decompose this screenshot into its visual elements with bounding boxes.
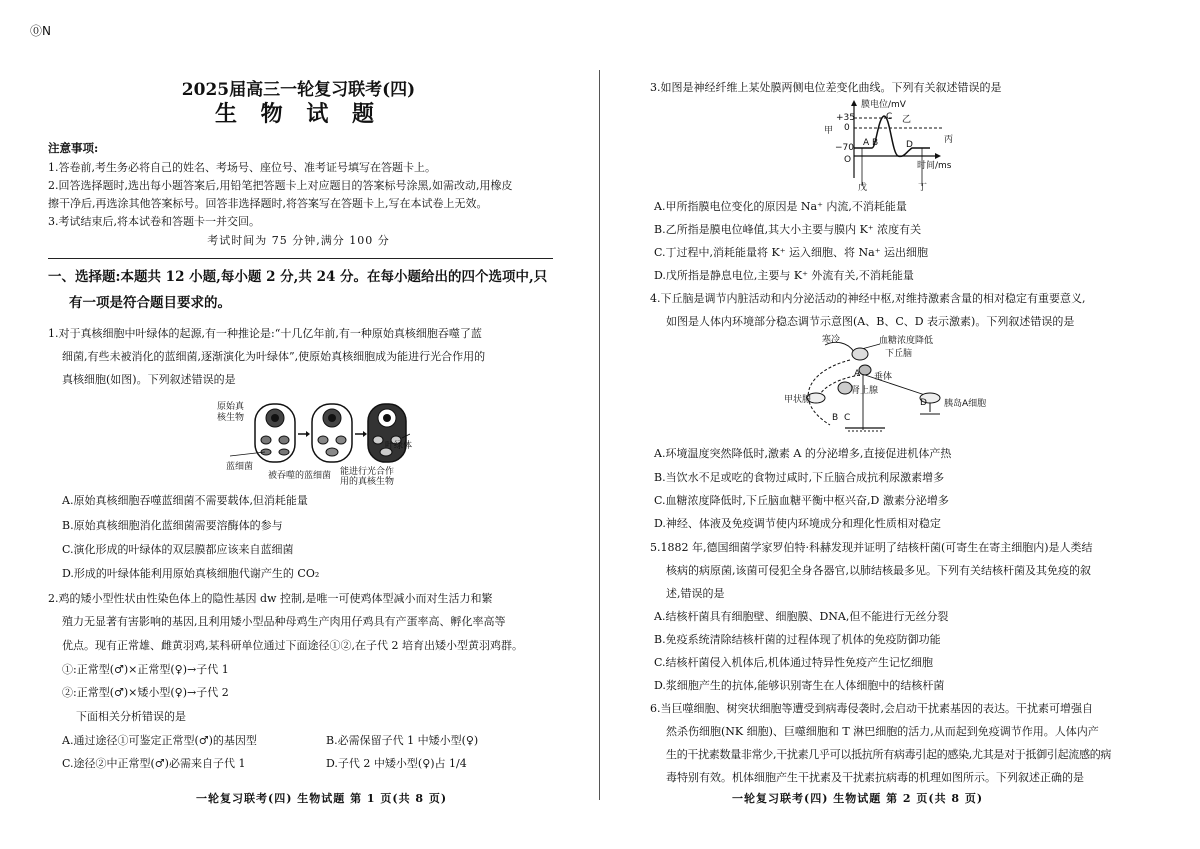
note-2: 2.回答选择题时,选出每小题答案后,用铅笔把答题卡上对应题目的答案标号涂黑,如需改动,用橡皮 (48, 179, 513, 192)
q2-route-1: ①:正常型(♂)×正常型(♀)→子代 1 (62, 663, 229, 676)
q4-label-islet: 胰岛A细胞 (944, 399, 987, 409)
section-1-heading: 一、选择题:本题共 12 小题,每小题 2 分,共 24 分。在每小题给出的四个选项中,只 (48, 269, 548, 285)
q4-option-c: C.血糖浓度降低时,下丘脑血糖平衡中枢兴奋,D 激素分泌增多 (654, 494, 949, 507)
notes-heading: 注意事项: (48, 141, 99, 155)
q5-stem-2: 核病的病原菌,该菌可侵犯全身各器官,以肺结核最多见。下列有关结核杆菌及其免疫的叙 (666, 564, 1091, 577)
q1-label-photosynthetic: 能进行光合作 (340, 467, 395, 477)
exam-title: 2025届高三一轮复习联考(四) (181, 80, 416, 100)
q6-stem-3: 生的干扰素数量非常少,干扰素几乎可以抵抗所有病毒引起的感染,尤其是对于抵御引起流感的病 (666, 748, 1112, 761)
q2-option-c: C.途径②中正常型(♂)必需来自子代 1 (62, 757, 246, 770)
q5-stem-1: 5.1882 年,德国细菌学家罗伯特·科赫发现并证明了结核杆菌(可寄生在寄主细胞内)是人类结 (650, 541, 1093, 554)
note-1: 1.答卷前,考生务必将自己的姓名、考场号、座位号、准考证号填写在答题卡上。 (48, 161, 436, 174)
corner-mark: ⓪N (30, 24, 51, 38)
q5-stem-3: 述,错误的是 (666, 587, 725, 600)
subject-title: 生 物 试 题 (215, 101, 382, 127)
q4-label-hypothalamus: 下丘脑 (885, 349, 913, 359)
q2-option-b: B.必需保留子代 1 中矮小型(♀) (326, 734, 479, 747)
q3-label-wu: 戊 (858, 183, 868, 193)
q1-label-primitive: 原始真 (217, 402, 245, 412)
q1-stem-1: 1.对于真核细胞中叶绿体的起源,有一种推论是:“十几亿年前,有一种原始真核细胞吞噬了蓝 (48, 327, 482, 340)
q1-option-d: D.形成的叶绿体能利用原始真核细胞代谢产生的 CO₂ (62, 567, 320, 580)
q4-option-a: A.环境温度突然降低时,激素 A 的分泌增多,直接促进机体产热 (654, 447, 952, 460)
q4-stem-1: 4.下丘脑是调节内脏活动和内分泌活动的神经中枢,对维持激素含量的相对稳定有重要意义, (650, 292, 1086, 305)
q3-point-b: B (872, 138, 879, 148)
q6-stem-1: 6.当巨噬细胞、树突状细胞等遭受到病毒侵袭时,会启动干扰素基因的表达。干扰素可增强自 (650, 702, 1093, 715)
q1-option-b: B.原始真核细胞消化蓝细菌需要溶酶体的参与 (62, 519, 283, 532)
q2-route-2: ②:正常型(♂)×矮小型(♀)→子代 2 (62, 686, 229, 699)
q4-stem-2: 如图是人体内环境部分稳态调节示意图(A、B、C、D 表示激素)。下列叙述错误的是 (666, 315, 1075, 328)
q3-tick-plus35: +35 (836, 113, 855, 123)
q4-option-b: B.当饮水不足或吃的食物过咸时,下丘脑合成抗利尿激素增多 (654, 471, 945, 484)
footer-page-1: 一轮复习联考(四) 生物试题 第 1 页(共 8 页) (196, 792, 448, 805)
q3-origin: O (844, 155, 852, 165)
q5-option-b: B.免疫系统清除结核杆菌的过程体现了机体的免疫防御功能 (654, 633, 941, 646)
q2-stem-1: 2.鸡的矮小型性状由性染色体上的隐性基因 dw 控制,是唯一可使鸡体型减小而对生活力和繁 (48, 592, 493, 605)
q4-hormone-d: D (920, 398, 927, 408)
q3-label-jia: 甲 (824, 126, 834, 136)
q4-label-cold: 寒冷 (822, 335, 841, 345)
q6-stem-2: 然杀伤细胞(NK 细胞)、巨噬细胞和 T 淋巴细胞的活力,从而起到免疫调节作用。人体内产 (666, 725, 1099, 738)
q3-label-yi: 乙 (902, 115, 912, 125)
q3-option-c: C.丁过程中,消耗能量将 K⁺ 运入细胞、将 Na⁺ 运出细胞 (654, 246, 929, 259)
q3-ylabel: 膜电位/mV (861, 100, 906, 110)
q1-stem-3: 真核细胞(如图)。下列叙述错误的是 (62, 373, 236, 386)
q1-option-c: C.演化形成的叶绿体的双层膜都应该来自蓝细菌 (62, 543, 294, 556)
page-divider (599, 70, 600, 800)
q2-stem-2: 殖力无显著有害影响的基因,且利用矮小型品种母鸡生产肉用仔鸡具有产蛋率高、孵化率高等 (62, 615, 506, 628)
q1-stem-2: 细菌,有些未被消化的蓝细菌,逐渐演化为叶绿体”,使原始真核细胞成为能进行光合作用的 (62, 350, 486, 363)
q5-option-c: C.结核杆菌侵入机体后,机体通过特异性免疫产生记忆细胞 (654, 656, 934, 669)
q3-option-a: A.甲所指膜电位变化的原因是 Na⁺ 内流,不消耗能量 (654, 200, 907, 213)
q2-option-a: A.通过途径①可鉴定正常型(♂)的基因型 (62, 734, 257, 747)
q4-label-adrenal: 肾上腺 (851, 386, 879, 396)
q5-option-d: D.浆细胞产生的抗体,能够识别寄生在人体细胞中的结核杆菌 (654, 679, 945, 692)
note-3: 3.考试结束后,将本试卷和答题卡一并交回。 (48, 215, 260, 228)
q3-stem: 3.如图是神经纤维上某处膜两侧电位差变化曲线。下列有关叙述错误的是 (650, 81, 1002, 94)
q4-label-glucose: 血糖浓度降低 (879, 336, 934, 346)
note-2-cont: 擦干净后,再选涂其他答案标号。回答非选择题时,将答案写在答题卡上,写在本试卷上无效。 (48, 197, 488, 210)
q2-option-d: D.子代 2 中矮小型(♀)占 1/4 (326, 757, 467, 770)
q6-stem-4: 毒特别有效。机体细胞产生干扰素及干扰素抗病毒的机理如图所示。下列叙述正确的是 (666, 771, 1084, 784)
q3-point-a: A (863, 138, 870, 148)
q2-stem-3: 优点。现有正常雄、雌黄羽鸡,某科研单位通过下面途径①②,在子代 2 培育出矮小型黄羽鸡群。 (62, 639, 523, 652)
q4-hormone-a: A (854, 369, 861, 379)
q4-label-thyroid: 甲状腺 (784, 395, 812, 405)
q3-option-d: D.戊所指是静息电位,主要与 K⁺ 外流有关,不消耗能量 (654, 269, 914, 282)
q3-tick-zero: 0 (844, 123, 850, 133)
q4-label-pituitary: 垂体 (874, 372, 893, 382)
page-2 (604, 0, 1200, 849)
footer-page-2: 一轮复习联考(四) 生物试题 第 2 页(共 8 页) (732, 792, 984, 805)
section-1-heading-cont: 有一项是符合题目要求的。 (69, 295, 231, 311)
q1-label-photosynthetic-2: 用的真核生物 (340, 477, 395, 487)
q1-label-chloroplast: 叶绿体 (385, 441, 413, 451)
q1-label-primitive-2: 核生物 (217, 413, 245, 423)
q3-point-c: C (886, 112, 893, 122)
q2-lead: 下面相关分析错误的是 (76, 710, 186, 723)
page-1 (0, 0, 597, 849)
q3-label-bing: 丙 (944, 135, 954, 145)
exam-time: 考试时间为 75 分钟,满分 100 分 (207, 234, 390, 247)
q4-hormone-c: C (844, 413, 851, 423)
q3-xlabel: 时间/ms (917, 161, 952, 171)
q1-label-swallowed: 被吞噬的蓝细菌 (268, 471, 332, 481)
q1-option-a: A.原始真核细胞吞噬蓝细菌不需要载体,但消耗能量 (62, 494, 308, 507)
q3-label-ding: 丁 (918, 183, 928, 193)
q3-tick-minus70: −70 (835, 143, 854, 153)
q3-option-b: B.乙所指是膜电位峰值,其大小主要与膜内 K⁺ 浓度有关 (654, 223, 922, 236)
q4-option-d: D.神经、体液及免疫调节使内环境成分和理化性质相对稳定 (654, 517, 941, 530)
q3-point-d: D (906, 140, 913, 150)
q5-option-a: A.结核杆菌具有细胞壁、细胞膜、DNA,但不能进行无丝分裂 (654, 610, 949, 623)
q1-label-cyanobacteria: 蓝细菌 (226, 462, 254, 472)
q4-hormone-b: B (832, 413, 839, 423)
notes-rule (48, 258, 553, 259)
